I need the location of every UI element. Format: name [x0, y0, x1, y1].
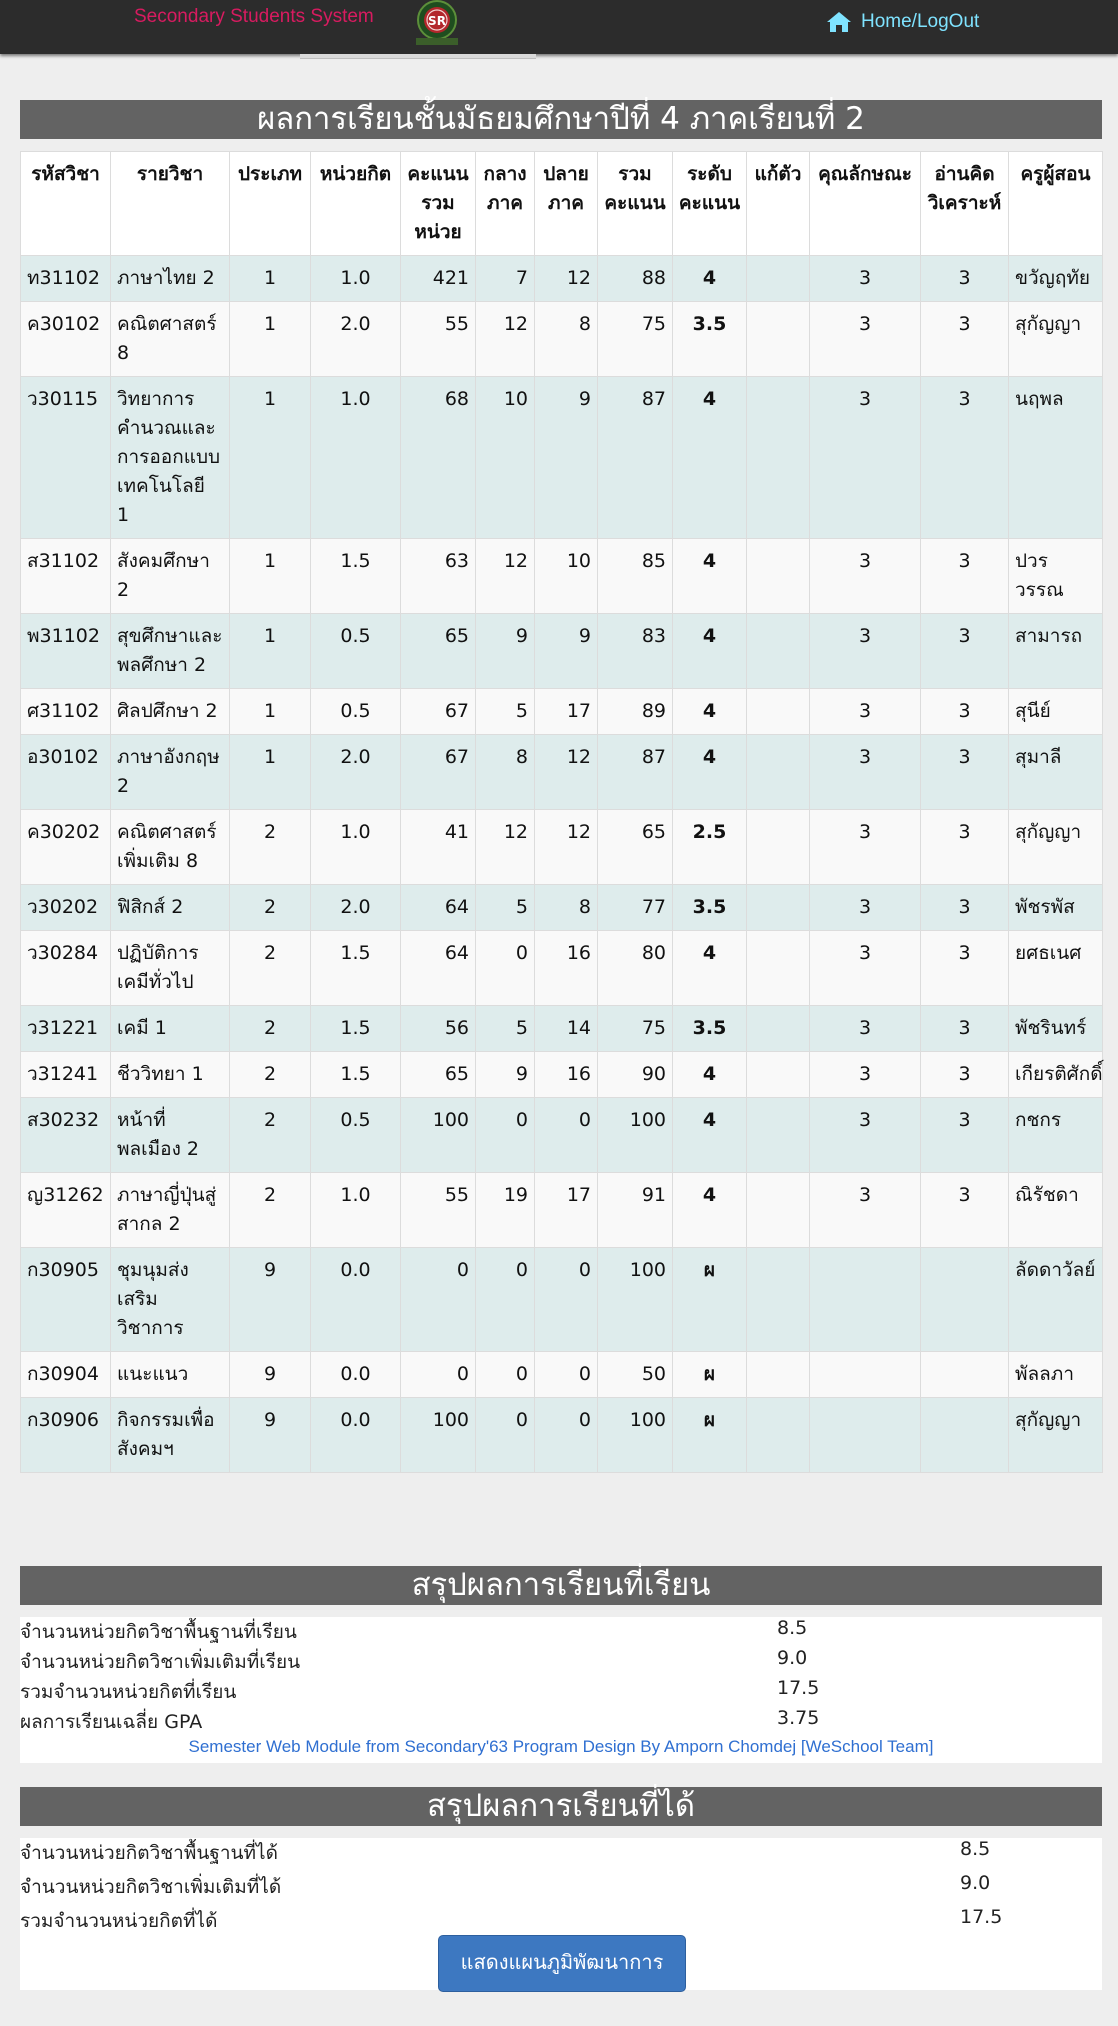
midterm-score: 12: [476, 539, 535, 614]
grade-level: 4: [673, 377, 747, 539]
table-row: [21, 539, 1103, 614]
summary-earned-box: [20, 1838, 1102, 1990]
subject-code: ค30202: [21, 810, 111, 885]
midterm-score: 8: [476, 735, 535, 810]
summary-earned-title: สรุปผลการเรียนที่ได้: [20, 1787, 1102, 1826]
subject-code: ส30232: [21, 1098, 111, 1173]
total-score: 75: [598, 302, 673, 377]
grade-level: 2.5: [673, 810, 747, 885]
analytic-reading-score: 3: [921, 810, 1009, 885]
final-score: 0: [535, 1398, 598, 1473]
summary-value: 8.5: [960, 1838, 991, 1860]
attribute-score: 3: [810, 256, 921, 302]
subject-type: 1: [230, 614, 311, 689]
credit-units: 0.5: [311, 614, 401, 689]
table-row: [21, 931, 1103, 1006]
final-score: 9: [535, 614, 598, 689]
unit-score: 64: [401, 931, 476, 1006]
credit-units: 1.0: [311, 256, 401, 302]
teacher-name: สุมาลี: [1009, 735, 1103, 810]
total-score: 89: [598, 689, 673, 735]
summary-value: 17.5: [777, 1677, 820, 1699]
subject-type: 2: [230, 931, 311, 1006]
remedial: [747, 614, 810, 689]
unit-score: 55: [401, 302, 476, 377]
credit-units: 0.0: [311, 1352, 401, 1398]
grade-level: 4: [673, 1098, 747, 1173]
final-score: 0: [535, 1098, 598, 1173]
credit-units: 0.5: [311, 1098, 401, 1173]
analytic-reading-score: 3: [921, 377, 1009, 539]
summary-label: จำนวนหน่วยกิตวิชาพื้นฐานที่เรียน: [20, 1621, 297, 1643]
table-row: [21, 689, 1103, 735]
subject-type: 2: [230, 1006, 311, 1052]
subject-code: ว31221: [21, 1006, 111, 1052]
table-row: [21, 1173, 1103, 1248]
final-score: 14: [535, 1006, 598, 1052]
subject-code: ว30115: [21, 377, 111, 539]
remedial: [747, 1052, 810, 1098]
analytic-reading-score: 3: [921, 256, 1009, 302]
teacher-name: ยศธเนศ: [1009, 931, 1103, 1006]
midterm-score: 9: [476, 614, 535, 689]
subject-type: 9: [230, 1248, 311, 1352]
grade-level: 4: [673, 735, 747, 810]
table-row: [21, 810, 1103, 885]
total-score: 65: [598, 810, 673, 885]
subject-name: แนะแนว: [111, 1352, 230, 1398]
analytic-reading-score: [921, 1248, 1009, 1352]
final-score: 12: [535, 735, 598, 810]
subject-name: ฟิสิกส์ 2: [111, 885, 230, 931]
analytic-reading-score: 3: [921, 1052, 1009, 1098]
subject-name: สุขศึกษาและพลศึกษา 2: [111, 614, 230, 689]
remedial: [747, 689, 810, 735]
table-row: [21, 377, 1103, 539]
unit-score: 55: [401, 1173, 476, 1248]
grade-level: 4: [673, 614, 747, 689]
grade-level: 4: [673, 689, 747, 735]
midterm-score: 0: [476, 1398, 535, 1473]
midterm-score: 5: [476, 1006, 535, 1052]
subject-name: ภาษาไทย 2: [111, 256, 230, 302]
analytic-reading-score: 3: [921, 885, 1009, 931]
summary-label: ผลการเรียนเฉลี่ย GPA: [20, 1711, 203, 1733]
unit-score: 0: [401, 1248, 476, 1352]
subject-type: 2: [230, 1173, 311, 1248]
teacher-name: สุกัญญา: [1009, 302, 1103, 377]
final-score: 9: [535, 377, 598, 539]
final-score: 16: [535, 931, 598, 1006]
midterm-score: 0: [476, 1098, 535, 1173]
attribute-score: 3: [810, 1006, 921, 1052]
col-header: ปลายภาค: [535, 152, 598, 256]
subject-name: ชุมนุมส่งเสริมวิชาการ: [111, 1248, 230, 1352]
summary-label: รวมจำนวนหน่วยกิตที่เรียน: [20, 1681, 237, 1703]
credit-units: 0.0: [311, 1398, 401, 1473]
final-score: 12: [535, 810, 598, 885]
analytic-reading-score: 3: [921, 735, 1009, 810]
home-logout-link[interactable]: [826, 10, 979, 34]
subject-type: 1: [230, 689, 311, 735]
remedial: [747, 1352, 810, 1398]
total-score: 88: [598, 256, 673, 302]
attribute-score: [810, 1398, 921, 1473]
summary-value: 9.0: [960, 1872, 991, 1894]
subject-code: ส31102: [21, 539, 111, 614]
table-header-row: [21, 152, 1103, 256]
total-score: 90: [598, 1052, 673, 1098]
grade-level: ผ: [673, 1248, 747, 1352]
subject-code: ค30102: [21, 302, 111, 377]
unit-score: 67: [401, 689, 476, 735]
subject-code: ก30904: [21, 1352, 111, 1398]
col-header: รหัสวิชา: [21, 152, 111, 256]
teacher-name: พัชรินทร์: [1009, 1006, 1103, 1052]
credit-units: 1.5: [311, 931, 401, 1006]
nav-tab-stub: [300, 54, 536, 59]
attribute-score: 3: [810, 377, 921, 539]
col-header: หน่วยกิต: [311, 152, 401, 256]
total-score: 83: [598, 614, 673, 689]
grades-table: [20, 151, 1103, 1473]
attribute-score: [810, 1352, 921, 1398]
credit-units: 1.5: [311, 539, 401, 614]
total-score: 100: [598, 1398, 673, 1473]
credit-units: 0.0: [311, 1248, 401, 1352]
table-row: [21, 1398, 1103, 1473]
attribute-score: 3: [810, 614, 921, 689]
home-icon: [826, 10, 852, 34]
midterm-score: 5: [476, 689, 535, 735]
final-score: 12: [535, 256, 598, 302]
analytic-reading-score: 3: [921, 689, 1009, 735]
unit-score: 421: [401, 256, 476, 302]
analytic-reading-score: [921, 1398, 1009, 1473]
col-header: คะแนนรวมหน่วย: [401, 152, 476, 256]
credit-link[interactable]: Semester Web Module from Secondary'63 Program Design By Amporn Chomdej [WeSchool Team]: [188, 1737, 934, 1756]
table-row: [21, 1006, 1103, 1052]
subject-code: ท31102: [21, 256, 111, 302]
subject-name: ปฏิบัติการเคมีทั่วไป: [111, 931, 230, 1006]
credit-units: 1.0: [311, 1173, 401, 1248]
final-score: 8: [535, 885, 598, 931]
credit-units: 2.0: [311, 885, 401, 931]
total-score: 75: [598, 1006, 673, 1052]
table-row: [21, 1248, 1103, 1352]
midterm-score: 12: [476, 810, 535, 885]
show-progress-chart-button[interactable]: แสดงแผนภูมิพัฒนาการ: [438, 1935, 686, 1992]
subject-type: 2: [230, 810, 311, 885]
remedial: [747, 885, 810, 931]
remedial: [747, 1248, 810, 1352]
subject-name: เคมี 1: [111, 1006, 230, 1052]
final-score: 0: [535, 1352, 598, 1398]
teacher-name: สามารถ: [1009, 614, 1103, 689]
subject-type: 1: [230, 302, 311, 377]
unit-score: 100: [401, 1398, 476, 1473]
col-header: ระดับคะแนน: [673, 152, 747, 256]
unit-score: 67: [401, 735, 476, 810]
gpa-value: 3.75: [777, 1707, 820, 1729]
teacher-name: สุนีย์: [1009, 689, 1103, 735]
unit-score: 65: [401, 614, 476, 689]
subject-type: 9: [230, 1352, 311, 1398]
attribute-score: 3: [810, 810, 921, 885]
grade-level: 4: [673, 1052, 747, 1098]
brand-title[interactable]: Secondary Students System: [134, 6, 374, 27]
teacher-name: พัชรพัส: [1009, 885, 1103, 931]
subject-name: คณิตศาสตร์ 8: [111, 302, 230, 377]
col-header: อ่านคิดวิเคราะห์: [921, 152, 1009, 256]
table-row: [21, 735, 1103, 810]
total-score: 80: [598, 931, 673, 1006]
total-score: 77: [598, 885, 673, 931]
grade-level: 4: [673, 256, 747, 302]
unit-score: 100: [401, 1098, 476, 1173]
teacher-name: สุกัญญา: [1009, 1398, 1103, 1473]
grade-level: 3.5: [673, 302, 747, 377]
remedial: [747, 1006, 810, 1052]
summary-studied-title: สรุปผลการเรียนที่เรียน: [20, 1566, 1102, 1605]
col-header: รายวิชา: [111, 152, 230, 256]
subject-name: วิทยาการคำนวณและการออกแบบเทคโนโลยี 1: [111, 377, 230, 539]
summary-label: จำนวนหน่วยกิตวิชาพื้นฐานที่ได้: [20, 1842, 278, 1864]
unit-score: 68: [401, 377, 476, 539]
subject-name: คณิตศาสตร์เพิ่มเติม 8: [111, 810, 230, 885]
subject-name: ภาษาอังกฤษ 2: [111, 735, 230, 810]
table-row: [21, 256, 1103, 302]
remedial: [747, 810, 810, 885]
table-row: [21, 885, 1103, 931]
midterm-score: 19: [476, 1173, 535, 1248]
summary-label: จำนวนหน่วยกิตวิชาเพิ่มเติมที่เรียน: [20, 1651, 301, 1673]
attribute-score: 3: [810, 1098, 921, 1173]
analytic-reading-score: 3: [921, 931, 1009, 1006]
final-score: 10: [535, 539, 598, 614]
analytic-reading-score: 3: [921, 1006, 1009, 1052]
table-row: [21, 1098, 1103, 1173]
analytic-reading-score: 3: [921, 1173, 1009, 1248]
teacher-name: ปวรวรรณ: [1009, 539, 1103, 614]
attribute-score: 3: [810, 931, 921, 1006]
col-header: คุณลักษณะ: [810, 152, 921, 256]
summary-label: รวมจำนวนหน่วยกิตที่ได้: [20, 1910, 218, 1932]
unit-score: 41: [401, 810, 476, 885]
summary-value: 17.5: [960, 1906, 1003, 1928]
table-row: [21, 614, 1103, 689]
unit-score: 63: [401, 539, 476, 614]
analytic-reading-score: 3: [921, 302, 1009, 377]
col-header: แก้ตัว: [747, 152, 810, 256]
table-row: [21, 1352, 1103, 1398]
subject-code: ญ31262: [21, 1173, 111, 1248]
subject-type: 1: [230, 539, 311, 614]
teacher-name: ขวัญฤทัย: [1009, 256, 1103, 302]
subject-code: ว31241: [21, 1052, 111, 1098]
subject-type: 1: [230, 256, 311, 302]
subject-code: พ31102: [21, 614, 111, 689]
attribute-score: 3: [810, 1052, 921, 1098]
remedial: [747, 377, 810, 539]
unit-score: 0: [401, 1352, 476, 1398]
summary-value: 9.0: [777, 1647, 808, 1669]
teacher-name: ณิรัชดา: [1009, 1173, 1103, 1248]
col-header: ครูผู้สอน: [1009, 152, 1103, 256]
final-score: 17: [535, 689, 598, 735]
midterm-score: 0: [476, 1248, 535, 1352]
final-score: 0: [535, 1248, 598, 1352]
midterm-score: 0: [476, 1352, 535, 1398]
total-score: 50: [598, 1352, 673, 1398]
grade-level: 4: [673, 539, 747, 614]
attribute-score: 3: [810, 539, 921, 614]
subject-code: ว30202: [21, 885, 111, 931]
subject-name: ชีววิทยา 1: [111, 1052, 230, 1098]
attribute-score: 3: [810, 885, 921, 931]
subject-type: 2: [230, 1052, 311, 1098]
unit-score: 64: [401, 885, 476, 931]
total-score: 87: [598, 377, 673, 539]
subject-name: กิจกรรมเพื่อสังคมฯ: [111, 1398, 230, 1473]
remedial: [747, 735, 810, 810]
grade-level: 3.5: [673, 1006, 747, 1052]
remedial: [747, 1098, 810, 1173]
results-title: ผลการเรียนชั้นมัธยมศึกษาปีที่ 4 ภาคเรียนที่ 2: [20, 100, 1102, 139]
remedial: [747, 302, 810, 377]
midterm-score: 9: [476, 1052, 535, 1098]
remedial: [747, 256, 810, 302]
final-score: 8: [535, 302, 598, 377]
attribute-score: 3: [810, 689, 921, 735]
grade-level: 3.5: [673, 885, 747, 931]
remedial: [747, 931, 810, 1006]
subject-name: ศิลปศึกษา 2: [111, 689, 230, 735]
total-score: 100: [598, 1098, 673, 1173]
col-header: กลางภาค: [476, 152, 535, 256]
table-row: [21, 1052, 1103, 1098]
analytic-reading-score: 3: [921, 539, 1009, 614]
subject-type: 9: [230, 1398, 311, 1473]
grade-level: ผ: [673, 1352, 747, 1398]
col-header: ประเภท: [230, 152, 311, 256]
analytic-reading-score: 3: [921, 1098, 1009, 1173]
unit-score: 56: [401, 1006, 476, 1052]
midterm-score: 5: [476, 885, 535, 931]
col-header: รวมคะแนน: [598, 152, 673, 256]
unit-score: 65: [401, 1052, 476, 1098]
subject-code: ก30906: [21, 1398, 111, 1473]
teacher-name: พัลลภา: [1009, 1352, 1103, 1398]
grade-level: 4: [673, 931, 747, 1006]
attribute-score: [810, 1248, 921, 1352]
midterm-score: 12: [476, 302, 535, 377]
credit-units: 1.5: [311, 1006, 401, 1052]
analytic-reading-score: [921, 1352, 1009, 1398]
subject-name: หน้าที่พลเมือง 2: [111, 1098, 230, 1173]
credit-units: 1.0: [311, 810, 401, 885]
total-score: 87: [598, 735, 673, 810]
remedial: [747, 1398, 810, 1473]
total-score: 85: [598, 539, 673, 614]
subject-name: ภาษาญี่ปุ่นสู่สากล 2: [111, 1173, 230, 1248]
subject-code: อ30102: [21, 735, 111, 810]
teacher-name: ลัดดาวัลย์: [1009, 1248, 1103, 1352]
final-score: 17: [535, 1173, 598, 1248]
credit-units: 1.5: [311, 1052, 401, 1098]
subject-name: สังคมศึกษา 2: [111, 539, 230, 614]
teacher-name: กชกร: [1009, 1098, 1103, 1173]
grade-level: ผ: [673, 1398, 747, 1473]
remedial: [747, 1173, 810, 1248]
attribute-score: 3: [810, 1173, 921, 1248]
analytic-reading-score: 3: [921, 614, 1009, 689]
summary-studied-box: [20, 1617, 1102, 1763]
midterm-score: 0: [476, 931, 535, 1006]
subject-type: 1: [230, 735, 311, 810]
credit-units: 2.0: [311, 302, 401, 377]
table-row: [21, 302, 1103, 377]
attribute-score: 3: [810, 735, 921, 810]
subject-code: ศ31102: [21, 689, 111, 735]
total-score: 91: [598, 1173, 673, 1248]
subject-code: ว30284: [21, 931, 111, 1006]
subject-code: ก30905: [21, 1248, 111, 1352]
subject-type: 2: [230, 1098, 311, 1173]
school-logo-icon: [410, 0, 464, 46]
attribute-score: 3: [810, 302, 921, 377]
logo-text: SR: [428, 14, 446, 28]
teacher-name: สุกัญญา: [1009, 810, 1103, 885]
remedial: [747, 539, 810, 614]
subject-type: 1: [230, 377, 311, 539]
summary-label: จำนวนหน่วยกิตวิชาเพิ่มเติมที่ได้: [20, 1876, 282, 1898]
top-navbar: [0, 0, 1118, 54]
subject-type: 2: [230, 885, 311, 931]
home-logout-label: Home/LogOut: [861, 11, 980, 32]
midterm-score: 7: [476, 256, 535, 302]
total-score: 100: [598, 1248, 673, 1352]
credit-units: 1.0: [311, 377, 401, 539]
midterm-score: 10: [476, 377, 535, 539]
summary-value: 8.5: [777, 1617, 808, 1639]
teacher-name: นฤพล: [1009, 377, 1103, 539]
final-score: 16: [535, 1052, 598, 1098]
credit-units: 0.5: [311, 689, 401, 735]
teacher-name: เกียรติศักดิ์: [1009, 1052, 1103, 1098]
credit-units: 2.0: [311, 735, 401, 810]
grade-level: 4: [673, 1173, 747, 1248]
